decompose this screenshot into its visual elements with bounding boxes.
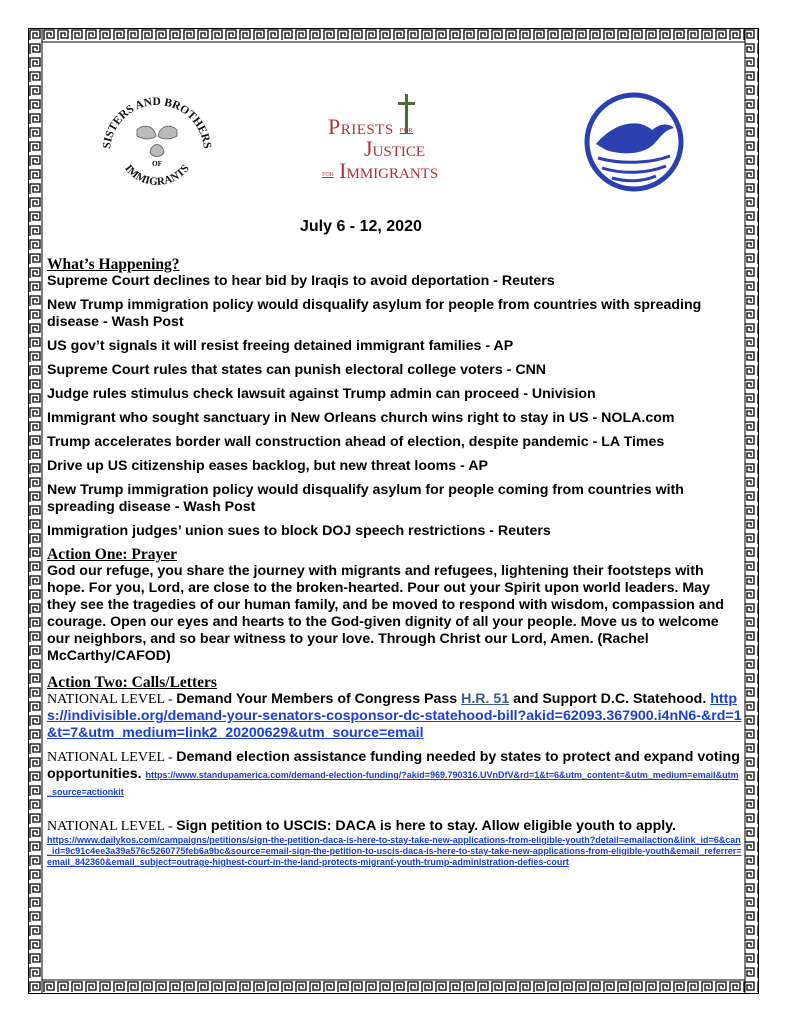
main-content [47, 256, 742, 868]
news-item: New Trump immigration policy would disqualify asylum for people coming from countries with spreading disease - Wash Post [47, 482, 684, 515]
svg-text:OF: OF [152, 160, 162, 168]
logo-for-small-2: for [322, 167, 334, 178]
news-list [47, 273, 742, 540]
logo-immigrants-word: Immigrants [339, 158, 439, 183]
news-item: Judge rules stimulus check lawsuit against Trump admin can proceed - Univision [47, 386, 596, 402]
news-item: Supreme Court rules that states can punish electoral college voters - CNN [47, 362, 547, 378]
petition-link[interactable]: https://www.standupamerica.com/demand-election-funding/?akid=969.790316.UVnDfV&rd=1&t=6&utm_content=&utm_medium=email&utm_source=actionkit [47, 770, 739, 797]
svg-text:SISTERS AND BROTHERS: SISTERS AND BROTHERS [101, 95, 213, 150]
svg-text:IMMIGRANTS: IMMIGRANTS [122, 162, 192, 189]
news-item: Immigrant who sought sanctuary in New Orleans church wins right to stay in US - NOLA.com [47, 410, 675, 426]
logo-justice-word: Justice [364, 136, 426, 161]
call-text-after: and Support D.C. Statehood. [509, 691, 711, 707]
news-item: New Trump immigration policy would disqualify asylum for people from countries with spreading disease - Wash Post [47, 297, 702, 330]
logo-priests-word: Priests [328, 114, 394, 139]
news-item: US gov’t signals it will resist freeing detained immigrant families - AP [47, 338, 514, 354]
news-item: Supreme Court declines to hear bid by Iraqis to avoid deportation - Reuters [47, 273, 555, 289]
call-item [47, 818, 742, 868]
call-text: Demand Your Members of Congress Pass [176, 691, 462, 707]
call-level: NATIONAL LEVEL - [47, 692, 177, 707]
logo-sisters-brothers [92, 90, 222, 200]
news-item: Drive up US citizenship eases backlog, but new threat looms - AP [47, 458, 488, 474]
call-text: Sign petition to USCIS: DACA is here to stay. Allow eligible youth to apply. [176, 818, 676, 834]
logo-for-small: for [399, 123, 413, 134]
whats-happening-heading: What’s Happening? [47, 256, 180, 273]
dove-icon [584, 92, 684, 192]
news-item: Trump accelerates border wall construction ahead of election, despite pandemic - LA Times [47, 434, 665, 450]
petition-link[interactable]: https://indivisible.org/demand-your-senators-cosponsor-dc-statehood-bill?akid=62093.367900.i4nN6-&rd=1&t=7&utm_medium=link2_20200629&utm_source=email [47, 691, 742, 741]
call-text: Demand election assistance funding needed by states to protect and expand voting opportunities. [47, 749, 740, 782]
news-item: Immigration judges’ union sues to block DOJ speech restrictions - Reuters [47, 523, 551, 539]
call-level: NATIONAL LEVEL - [47, 750, 177, 765]
call-level: NATIONAL LEVEL - [47, 819, 177, 834]
call-item [47, 749, 742, 800]
logo-dove-circle [584, 92, 684, 192]
bill-link[interactable]: H.R. 51 [461, 691, 510, 707]
call-item [47, 691, 742, 742]
logo-priests-for-justice [318, 92, 478, 187]
prayer-text: God our refuge, you share the journey with migrants and refugees, lightening their footsteps with hope. For you, Lord, are close to the broken-hearted. Pour out your Spirit upon world leaders. May they see the tragedies of our human family, and be moved to respond with wisdom, compassion and courage. Open our eyes and hearts to the God-given dignity of all your people. Move us to welcome our neighbors, and so bear witness to your love. Through Christ our Lord, Amen. (Rachel McCarthy/CAFOD) [47, 563, 724, 664]
action-one-heading: Action One: Prayer [47, 546, 177, 563]
date-range: July 6 - 12, 2020 [300, 218, 422, 235]
petition-link[interactable]: https://www.dailykos.com/campaigns/petitions/sign-the-petition-daca-is-here-to-stay-take-new-applications-from-eligible-youth?detail=emailaction&link_id=6&can_id=9c91c4ee3a39a576c5260775feb6a9bc&source=email-sign-the-petition-to-uscis-daca-is-here-to-stay-take-new-applications-from-eligible-youth&email_referrer=email_842360&email_subject=outrage-highest-court-in-the-land-protects-migrant-youth-trump-administration-defies-court [47, 835, 742, 867]
action-two-heading: Action Two: Calls/Letters [47, 674, 217, 691]
